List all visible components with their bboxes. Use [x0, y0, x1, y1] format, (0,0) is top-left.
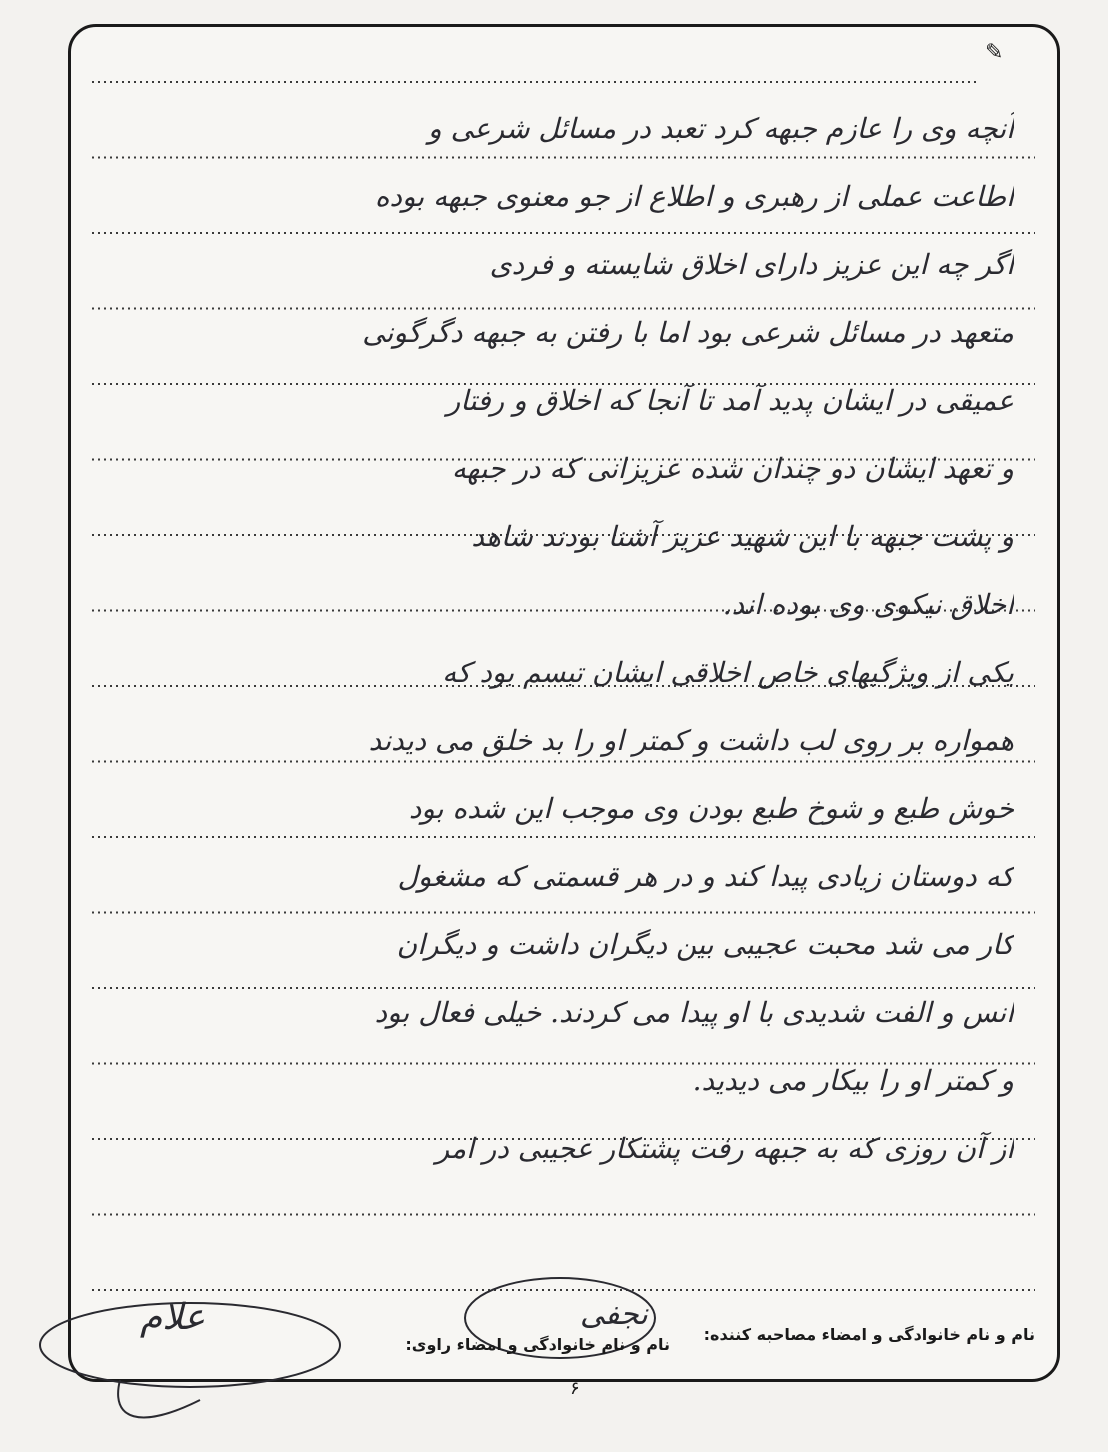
- handwritten-line: اگر چه این عزیز دارای اخلاق شایسته و فردی: [489, 248, 1014, 281]
- handwritten-line: همواره بر روی لب داشت و کمتر او را بد خلق می دیدند: [368, 724, 1014, 757]
- interviewer-signature-label: نام و نام خانوادگی و امضاء مصاحبه کننده:: [703, 1325, 1035, 1344]
- handwritten-line: انس و الفت شدیدی با او پیدا می کردند. خیلی فعال بود: [374, 996, 1014, 1029]
- interviewer-signature: نجفی: [580, 1297, 648, 1332]
- handwritten-line: که دوستان زیادی پیدا کند و در هر قسمتی که مشغول: [397, 860, 1014, 893]
- handwritten-line: و تعهد ایشان دو چندان شده عزیزانی که در جبهه: [451, 452, 1014, 485]
- handwritten-line: متعهد در مسائل شرعی بود اما با رفتن به جبهه دگرگونی: [362, 316, 1014, 349]
- narrator-signature: علام: [140, 1297, 206, 1338]
- handwritten-line: آنچه وی را عازم جبهه کرد تعبد در مسائل شرعی و: [428, 112, 1014, 145]
- handwritten-line: عمیقی در ایشان پدید آمد تا آنجا که اخلاق و رفتار: [446, 384, 1014, 417]
- handwritten-line: از آن روزی که به جبهه رفت پشتکار عجیبی در امر: [435, 1132, 1014, 1165]
- handwritten-line: و پشت جبهه با این شهید عزیز آشنا بودند شاهد: [471, 520, 1014, 553]
- handwritten-line: اطاعت عملی از رهبری و اطلاع از جو معنوی جبهه بوده: [374, 180, 1014, 213]
- handwritten-text: [90, 0, 1020, 1452]
- handwritten-line: یکی از ویژگیهای خاص اخلاقی ایشان تبسم بود که: [442, 656, 1014, 689]
- pen-icon: ✎: [985, 40, 1004, 65]
- narrator-signature-label: نام و نام خانوادگی و امضاء راوی:: [405, 1335, 670, 1354]
- handwritten-line: خوش طبع و شوخ طبع بودن وی موجب این شده بود: [408, 792, 1014, 825]
- page-number: ۶: [570, 1378, 580, 1399]
- handwritten-line: و کمتر او را بیکار می دیدید.: [692, 1064, 1014, 1097]
- handwritten-line: اخلاق نیکوی وی بوده اند.: [722, 588, 1014, 621]
- handwritten-line: کار می شد محبت عجیبی بین دیگران داشت و دیگران: [396, 928, 1014, 961]
- signature-footer: [80, 1297, 1035, 1365]
